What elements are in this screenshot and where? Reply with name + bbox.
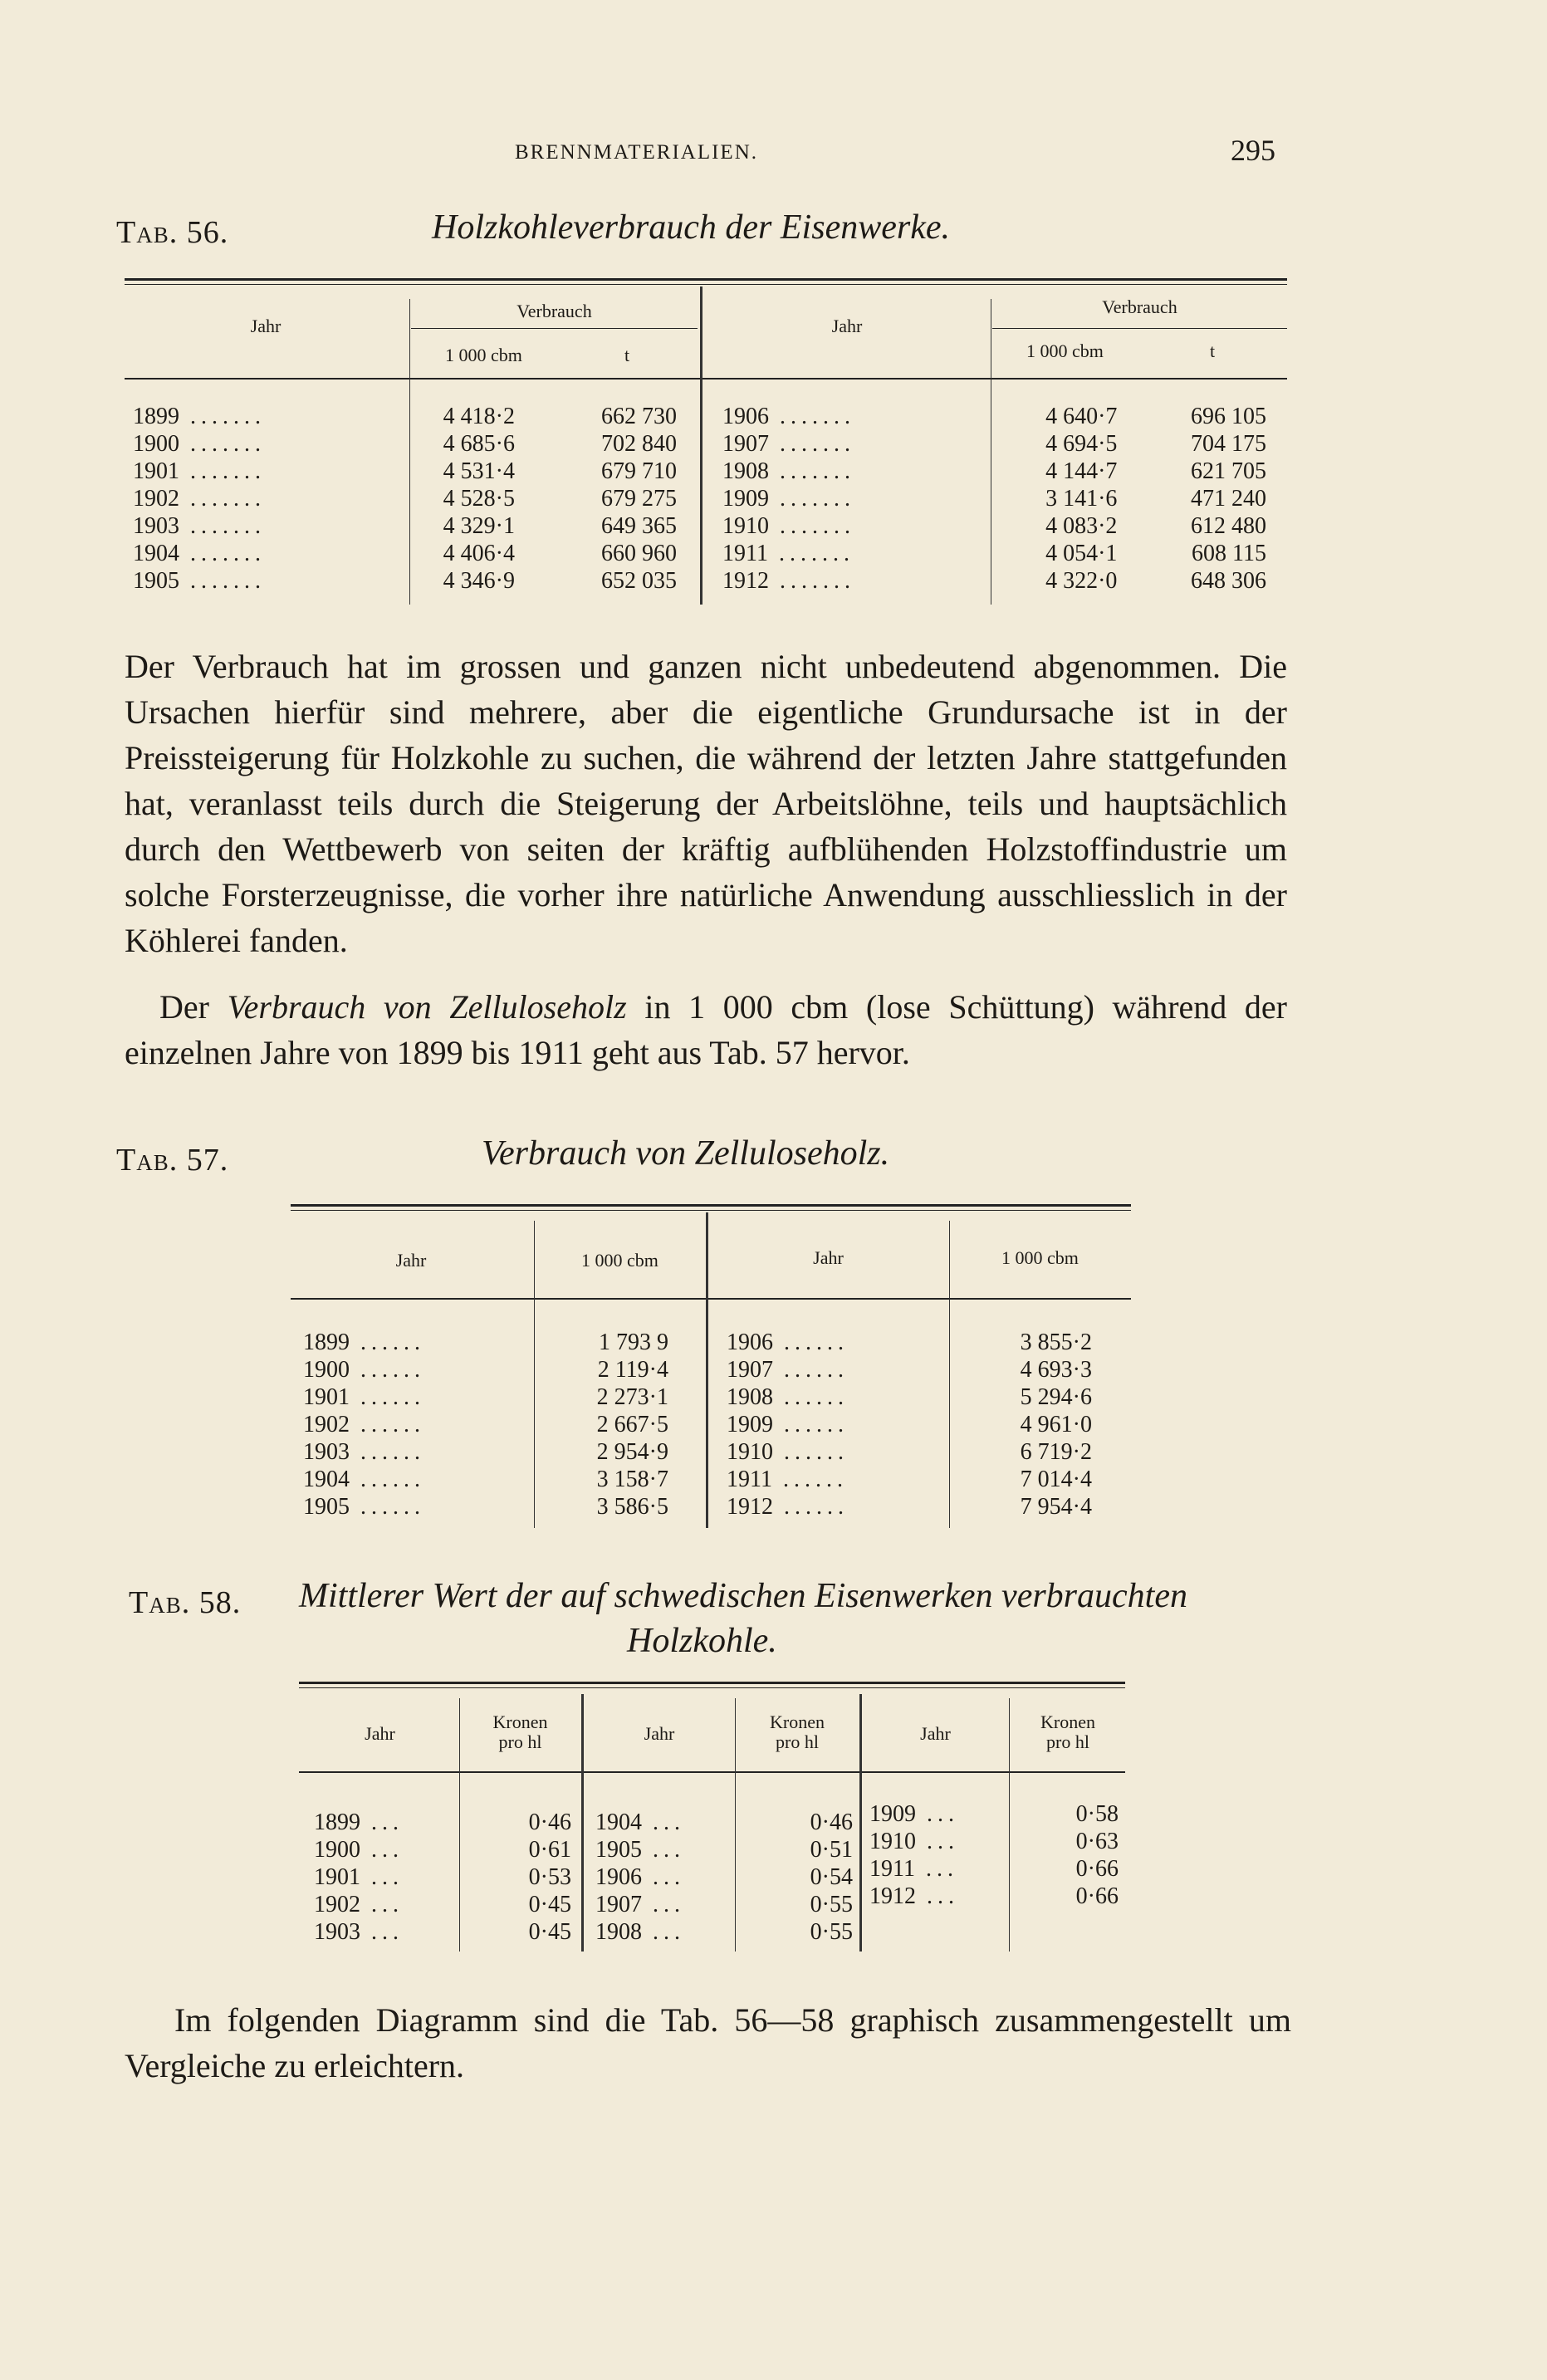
table-row: 1908 ... 0·55: [595, 1919, 853, 1945]
tab57-col-year-right: Jahr: [813, 1247, 844, 1268]
table-row: 1906 ....... 4 640·7 696 105: [722, 404, 1266, 429]
table-row: 1899 ...... 1 793 9: [303, 1330, 668, 1355]
table-row: 1905 ....... 4 346·9 652 035: [133, 568, 677, 594]
tab58-col-kronen-2: Kronen pro hl: [770, 1712, 825, 1752]
table-row: 1902 ....... 4 528·5 679 275: [133, 486, 677, 512]
tab56-col-year-right: Jahr: [831, 316, 863, 336]
table-row: 1904 ... 0·46: [595, 1809, 853, 1835]
table-row: 1900 ... 0·61: [314, 1837, 571, 1863]
tab57-col-year-left: Jahr: [395, 1250, 427, 1271]
table-row: 1905 ...... 3 586·5: [303, 1494, 668, 1520]
table-row: 1901 ...... 2 273·1: [303, 1384, 668, 1410]
tab58-col-kronen-1: Kronen pro hl: [492, 1712, 548, 1752]
tab57-right-table: [727, 1329, 1092, 1521]
tab58-title-line2: Holzkohle.: [627, 1622, 777, 1660]
table-row: 1907 ...... 4 693·3: [727, 1357, 1092, 1383]
tab57-col-cbm-left: 1 000 cbm: [581, 1250, 658, 1271]
body-paragraph-3: Im folgenden Diagramm sind die Tab. 56—58 graphisch zusammengestellt um Vergleiche zu erleichtern.: [125, 2001, 1291, 2084]
tab58-col1-table: [314, 1809, 571, 1946]
tab56-col-cbm-right: 1 000 cbm: [1026, 340, 1104, 361]
table-row: 1908 ...... 5 294·6: [727, 1384, 1092, 1410]
tab58-label: Tab. 58.: [129, 1585, 242, 1620]
table-row: 1906 ...... 3 855·2: [727, 1330, 1092, 1355]
table-row: 1902 ...... 2 667·5: [303, 1412, 668, 1437]
tab56-col-t-left: t: [624, 345, 630, 365]
table-row: 1899 ....... 4 418·2 662 730: [133, 404, 677, 429]
table-row: 1900 ....... 4 685·6 702 840: [133, 431, 677, 457]
tab57-col-cbm-right: 1 000 cbm: [1001, 1247, 1079, 1268]
table-row: 1909 ... 0·58: [869, 1801, 1119, 1827]
table-row: 1904 ....... 4 406·4 660 960: [133, 541, 677, 566]
table-row: 1908 ....... 4 144·7 621 705: [722, 458, 1266, 484]
tab56-col-cbm-left: 1 000 cbm: [445, 345, 522, 365]
tab56-right-table: [722, 403, 1266, 595]
tab56-col-year-left: Jahr: [250, 316, 281, 336]
table-row: 1903 ... 0·45: [314, 1919, 571, 1945]
tab58-col-kronen-3: Kronen pro hl: [1040, 1712, 1095, 1752]
table-row: 1907 ....... 4 694·5 704 175: [722, 431, 1266, 457]
table-row: 1910 ....... 4 083·2 612 480: [722, 513, 1266, 539]
table-row: 1909 ...... 4 961·0: [727, 1412, 1092, 1437]
tab58-title-line1: Mittlerer Wert der auf schwedischen Eisenwerken verbrauchten: [299, 1577, 1187, 1615]
tab56-col-group-right: Verbrauch: [1102, 296, 1177, 317]
tab57-title: Verbrauch von Zelluloseholz.: [482, 1134, 890, 1173]
tab57-left-table: [303, 1329, 668, 1521]
table-row: 1899 ... 0·46: [314, 1809, 571, 1835]
table-row: 1911 ...... 7 014·4: [727, 1467, 1092, 1492]
tab58-col-year-1: Jahr: [365, 1723, 395, 1744]
tab58-col-year-3: Jahr: [920, 1723, 951, 1744]
table-row: 1904 ...... 3 158·7: [303, 1467, 668, 1492]
table-row: 1910 ... 0·63: [869, 1829, 1119, 1854]
table-row: 1902 ... 0·45: [314, 1892, 571, 1917]
tab58-col2-table: [595, 1809, 853, 1946]
tab56-col-t-right: t: [1209, 340, 1216, 361]
page-number: 295: [1231, 134, 1275, 167]
tab58-col-year-2: Jahr: [644, 1723, 675, 1744]
table-row: 1905 ... 0·51: [595, 1837, 853, 1863]
tab56-col-group-left: Verbrauch: [516, 301, 592, 321]
table-row: 1912 ....... 4 322·0 648 306: [722, 568, 1266, 594]
body-paragraph-2: Der Verbrauch von Zelluloseholz in 1 000 cbm (lose Schüttung) während der einzelnen Jahre von 1899 bis 1911 geht aus Tab. 57 hervor.: [125, 988, 1287, 1071]
table-row: 1900 ...... 2 119·4: [303, 1357, 668, 1383]
tab57-label: Tab. 57.: [116, 1143, 229, 1178]
table-row: 1903 ...... 2 954·9: [303, 1439, 668, 1465]
table-row: 1907 ... 0·55: [595, 1892, 853, 1917]
table-row: 1911 ... 0·66: [869, 1856, 1119, 1882]
tab56-title: Holzkohleverbrauch der Eisenwerke.: [432, 208, 950, 247]
table-row: 1903 ....... 4 329·1 649 365: [133, 513, 677, 539]
tab58-col3-table: [869, 1800, 1119, 1910]
table-row: 1901 ... 0·53: [314, 1864, 571, 1890]
table-row: 1912 ...... 7 954·4: [727, 1494, 1092, 1520]
table-row: 1910 ...... 6 719·2: [727, 1439, 1092, 1465]
tab56-label: Tab. 56.: [116, 215, 229, 250]
running-head: BRENNMATERIALIEN.: [515, 141, 759, 164]
table-row: 1909 ....... 3 141·6 471 240: [722, 486, 1266, 512]
table-row: 1906 ... 0·54: [595, 1864, 853, 1890]
body-paragraph-1: Der Verbrauch hat im grossen und ganzen nicht unbedeutend abgenommen. Die Ursachen hierfür sind mehrere, aber die eigentliche Grundursache ist in der Preissteigerung für Holzkohle zu suchen, die während der letzten Jahre stattgefunden hat, veranlasst teils durch die Steigerung der Arbeitslöhne, teils und hauptsächlich durch den Wettbewerb von seiten der kräftig aufblühenden Holzstoffindustrie um solche Forsterzeugnisse, die vorher ihre natürliche Anwendung ausschliesslich in der Köhlerei fanden.: [125, 648, 1287, 959]
table-row: 1911 ....... 4 054·1 608 115: [722, 541, 1266, 566]
table-row: 1912 ... 0·66: [869, 1883, 1119, 1909]
table-row: 1901 ....... 4 531·4 679 710: [133, 458, 677, 484]
tab56-left-table: [133, 403, 677, 595]
